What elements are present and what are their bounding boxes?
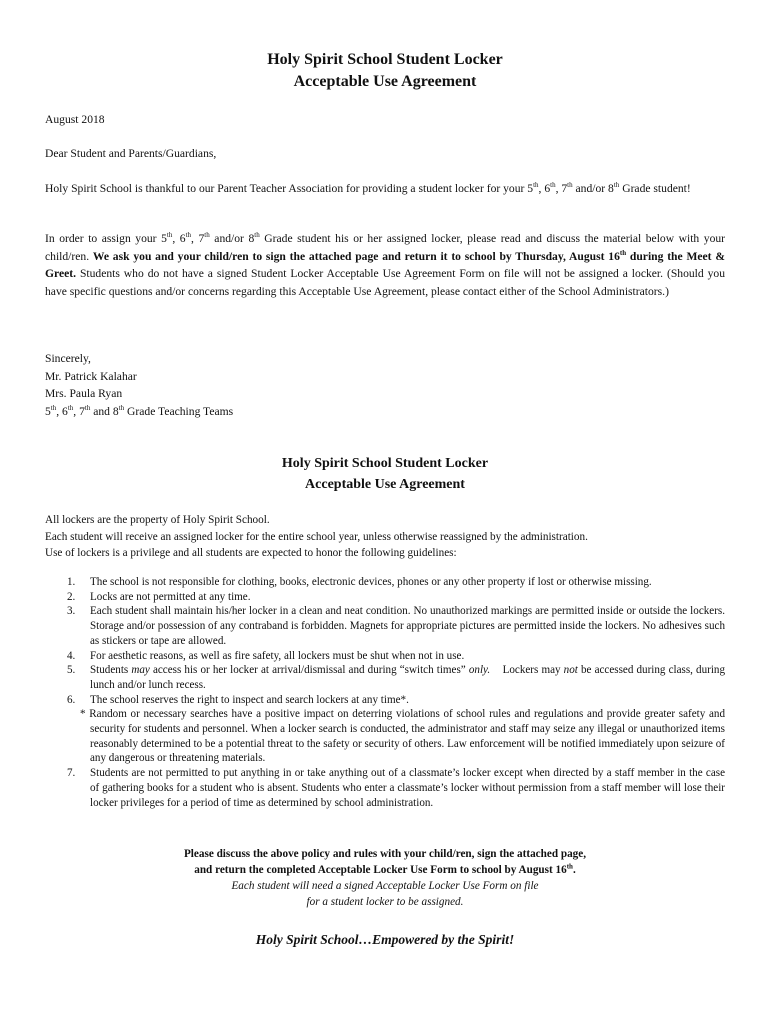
text-run: Grade student! [619,182,691,195]
text-run: , 7 [555,182,568,195]
intro-line-2: Each student will receive an assigned locker for the entire school year, unless otherwise reassigned by the administration. [45,530,588,543]
superscript: th [613,181,620,190]
agreement-intro [45,512,588,562]
superscript: th [50,403,57,412]
rule-text: The school is not responsible for clothing, books, electronic devices, phones or any other property if lost or otherwise missing. [90,576,652,588]
meet-and-greet-text: during the Meet & Greet. [45,249,725,280]
school-motto: Holy Spirit School…Empowered by the Spirit! [255,932,515,947]
superscript: th [533,181,539,190]
rule-text: Each student shall maintain his/her locker in a clean and neat condition. No unauthorized markings are permitted inside or outside the lockers. Storage and/or possession of any contraband is forbidden. Magnets for appropriate pictures are permitted inside the lockers. No adhesives such as stickers or tape are allowed. [90,605,725,647]
text-run: , 6 [56,404,68,418]
rule-number: 5. [67,664,76,677]
rule-text: The school reserves the right to inspect and search lockers at any time*. [90,693,409,706]
rule-text: Students are not permitted to put anything in or take anything out of a classmate’s locker except when directed by a staff member in the case of gathering books for a student who is absent. Students who enter a classmate’s locker without permission from a staff member will lose their locker privileges for a period of time as determined by school administration. [90,767,725,809]
letter-title-line1: Holy Spirit School Student Locker [267,51,503,68]
rule-number: 2. [67,590,76,603]
footnote-text: * Random or necessary searches have a positive impact on deterring violations of school rules and regulations and provide greater safety and security for students and personnel. When a locker search is conducted, the administrator and staff may seize any illegal or unauthorized items reasonably determined to be a potential threat to the safety or security of others. Law enforcement will be notified immediately upon seizure of any dangerous or threatening materials. [80,708,725,765]
signature-closing: Sincerely, [45,352,91,365]
text-run: and/or 8 [572,182,614,195]
superscript: th [67,403,74,412]
superscript: th [185,231,192,240]
superscript: th [567,181,573,190]
letter-paragraph-1 [45,180,725,198]
agreement-title-line2: Acceptable Use Agreement [305,477,465,492]
text-run: and return the completed Acceptable Locker Use Form to school by August 16 [194,864,567,876]
closing-line-1: Please discuss the above policy and rules with your child/ren, sign the attached page, [183,848,587,860]
intro-line-1: All lockers are the property of Holy Spirit School. [45,514,270,526]
closing-line-2 [0,862,770,878]
signature-name-1: Mr. Patrick Kalahar [45,369,137,383]
rule-number: 7. [67,767,76,780]
superscript: th [204,231,210,240]
text-run: 5 [45,404,51,418]
rule-number: 3. [67,605,76,618]
signature-block [45,350,233,420]
closing-line-4: for a student locker to be assigned. [306,896,464,908]
emphasis: may [131,664,150,677]
rule-item [45,604,725,648]
rule-item [45,590,725,605]
rule-text: Students [90,664,132,677]
text-run: and 8 [90,404,119,418]
emphasis: only. [468,664,491,677]
rule-number: 6. [67,693,76,706]
letter-date: August 2018 [45,113,105,126]
superscript: th [166,231,173,240]
superscript: th [550,181,556,190]
text-run: Students who do not have a signed Student Locker Acceptable Use Agreement Form on file will not be assigned a locker. (Should you have specific questions and/or concerns regarding this Acceptable Use Agreement, please contact either of the School Administrators.) [45,267,725,298]
rule-item [45,766,725,810]
rule-item [45,693,725,708]
text-run: In order to assign your 5 [45,232,167,245]
intro-line-3: Use of lockers is a privilege and all students are expected to honor the following guidelines: [45,547,457,560]
rule-text: be accessed during class, during lunch and/or lunch recess. [90,664,725,691]
signature-team [45,403,233,421]
rule-text: access his or her locker at arrival/dismissal and during “switch times” [149,664,469,677]
text-run: and/or 8 [209,232,255,245]
rule-item [45,663,725,692]
superscript: th [619,248,627,257]
rule-number: 1. [67,576,76,588]
closing-line-3: Each student will need a signed Acceptable Locker Use Form on file [231,880,539,892]
text-run: , 7 [73,404,85,418]
superscript: th [254,231,260,240]
superscript: th [566,862,573,871]
signature-name-2: Mrs. Paula Ryan [45,387,123,400]
superscript: th [118,403,125,412]
letter-salutation: Dear Student and Parents/Guardians, [45,147,217,160]
rule-number: 4. [67,649,76,662]
rule-text: Locks are not permitted at any time. [90,590,251,603]
text-run: Grade student his or her assigned locker, please read and discuss the material below with your child/ren. [45,232,726,263]
agreement-title-line1: Holy Spirit School Student Locker [281,456,489,471]
text-run: . [572,864,576,876]
superscript: th [84,403,91,412]
letter-title-line2: Acceptable Use Agreement [293,73,477,90]
rule-item [45,649,725,664]
text-run: , 6 [538,182,551,195]
emphasis: not [563,664,578,677]
search-footnote [45,707,725,766]
text-run: Holy Spirit School is thankful to our Parent Teacher Association for providing a student locker for your 5 [45,182,534,195]
agreement-title [0,453,770,495]
rules-list [45,575,725,810]
rule-text: For aesthetic reasons, as well as fire safety, all lockers must be shut when not in use. [90,649,465,662]
rule-text: Lockers may [490,664,564,677]
letter-title [0,49,770,93]
text-run: , 7 [191,232,205,245]
text-run: , 6 [172,232,186,245]
letter-paragraph-2 [45,230,725,300]
return-deadline-text: We ask you and your child/ren to sign the attached page and return it to school by Thursday, August 16 [92,249,620,263]
rule-item [45,575,725,590]
closing-instructions [0,846,770,910]
text-run: Grade Teaching Teams [124,404,234,418]
